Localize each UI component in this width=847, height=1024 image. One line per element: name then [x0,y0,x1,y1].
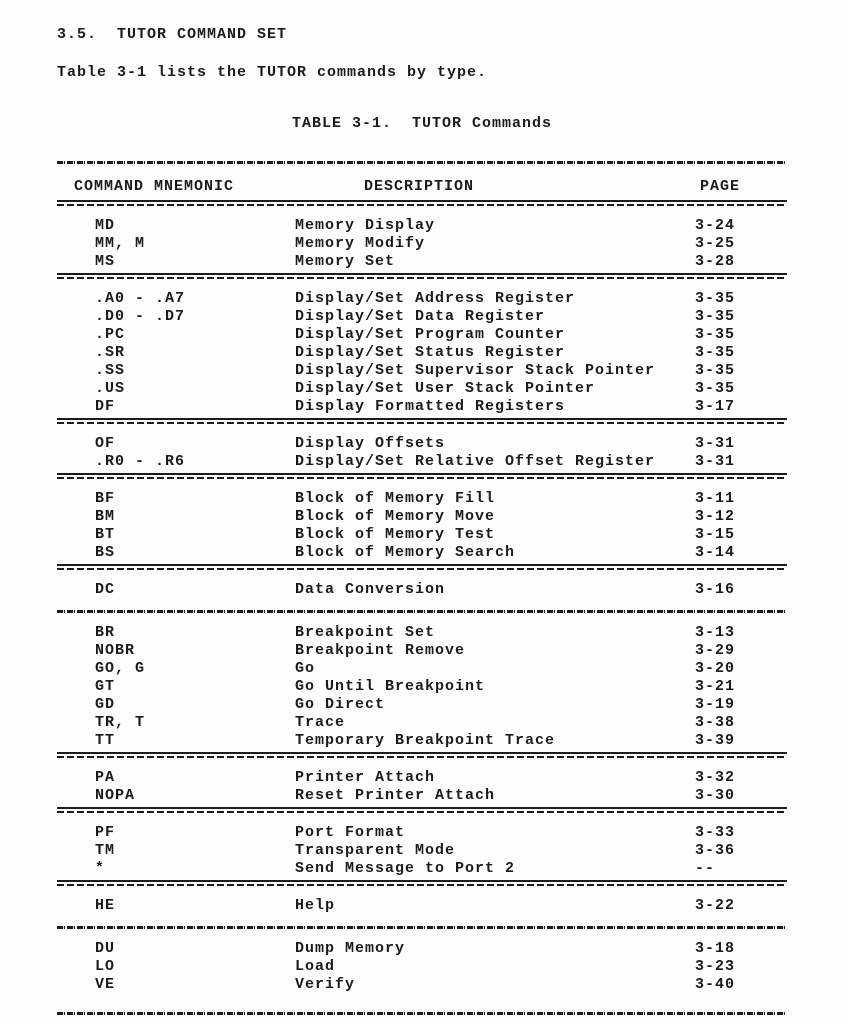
command-group [57,479,787,562]
description-cell: Block of Memory Test [295,526,496,543]
section-heading: 3.5. TUTOR COMMAND SET [57,26,288,43]
table-row [57,897,787,915]
command-group [57,886,787,915]
mnemonic-cell: DF [95,398,116,415]
page-cell: 3-32 [695,769,736,786]
table-row [57,380,787,398]
page-cell: 3-15 [695,526,736,543]
mnemonic-cell: PF [95,824,116,841]
description-cell: Go [295,660,316,677]
page-cell: 3-35 [695,362,736,379]
intro-text: Table 3-1 lists the TUTOR commands by type. [57,64,488,81]
table-row [57,787,787,805]
mnemonic-cell: NOPA [95,787,136,804]
mnemonic-cell: .R0 - .R6 [95,453,186,470]
description-cell: Go Direct [295,696,386,713]
description-cell: Display/Set Program Counter [295,326,566,343]
command-group [57,613,787,750]
page-cell: 3-35 [695,326,736,343]
page-cell: 3-35 [695,344,736,361]
page-cell: 3-13 [695,624,736,641]
table-row [57,544,787,562]
table-row [57,308,787,326]
page-cell: 3-14 [695,544,736,561]
mnemonic-cell: GO, G [95,660,146,677]
page-cell: 3-25 [695,235,736,252]
table-row [57,696,787,714]
description-cell: Display/Set User Stack Pointer [295,380,596,397]
description-cell: Send Message to Port 2 [295,860,516,877]
description-cell: Block of Memory Fill [295,490,496,507]
table-row [57,624,787,642]
page-cell: 3-19 [695,696,736,713]
tutor-commands-table [57,161,787,1015]
table-row [57,581,787,599]
table-row [57,217,787,235]
description-cell: Display Offsets [295,435,446,452]
table-row [57,362,787,380]
mnemonic-cell: DU [95,940,116,957]
mnemonic-cell: LO [95,958,116,975]
page-cell: 3-40 [695,976,736,993]
table-row [57,253,787,271]
mnemonic-cell: VE [95,976,116,993]
description-cell: Memory Display [295,217,436,234]
description-cell: Block of Memory Search [295,544,516,561]
mnemonic-cell: BM [95,508,116,525]
mnemonic-cell: .D0 - .D7 [95,308,186,325]
table-row [57,678,787,696]
table-row [57,714,787,732]
description-cell: Help [295,897,336,914]
table-row [57,398,787,416]
mnemonic-cell: MD [95,217,116,234]
mnemonic-cell: .SS [95,362,126,379]
command-group [57,570,787,599]
table-row [57,344,787,362]
table-row [57,326,787,344]
mnemonic-cell: TM [95,842,116,859]
description-cell: Load [295,958,336,975]
column-header-page: PAGE [700,178,741,195]
mnemonic-cell: BR [95,624,116,641]
mnemonic-cell: DC [95,581,116,598]
mnemonic-cell: OF [95,435,116,452]
mnemonic-cell: .SR [95,344,126,361]
table-header-row [57,164,787,198]
table-row [57,769,787,787]
command-group [57,424,787,471]
table-row [57,958,787,976]
mnemonic-cell: .US [95,380,126,397]
page-cell: 3-28 [695,253,736,270]
description-cell: Memory Set [295,253,396,270]
page-cell: 3-23 [695,958,736,975]
page-cell: 3-12 [695,508,736,525]
page-cell: 3-20 [695,660,736,677]
mnemonic-cell: MS [95,253,116,270]
page-cell: 3-35 [695,290,736,307]
table-row [57,976,787,994]
description-cell: Block of Memory Move [295,508,496,525]
mnemonic-cell: HE [95,897,116,914]
page-cell: -- [695,860,716,877]
table-row [57,235,787,253]
table-row [57,824,787,842]
description-cell: Go Until Breakpoint [295,678,486,695]
table-body [57,206,787,1015]
table-row [57,526,787,544]
description-cell: Temporary Breakpoint Trace [295,732,556,749]
description-cell: Breakpoint Set [295,624,436,641]
page-cell: 3-35 [695,380,736,397]
description-cell: Data Conversion [295,581,446,598]
mnemonic-cell: NOBR [95,642,136,659]
mnemonic-cell: GD [95,696,116,713]
page-cell: 3-30 [695,787,736,804]
page-cell: 3-38 [695,714,736,731]
mnemonic-cell: TT [95,732,116,749]
description-cell: Printer Attach [295,769,436,786]
mnemonic-cell: .A0 - .A7 [95,290,186,307]
page-cell: 3-39 [695,732,736,749]
description-cell: Verify [295,976,356,993]
table-row [57,660,787,678]
page-cell: 3-17 [695,398,736,415]
page-cell: 3-16 [695,581,736,598]
page-cell: 3-33 [695,824,736,841]
mnemonic-cell: * [95,860,106,877]
mnemonic-cell: BF [95,490,116,507]
page-cell: 3-21 [695,678,736,695]
command-group [57,279,787,416]
mnemonic-cell: MM, M [95,235,146,252]
description-cell: Display/Set Data Register [295,308,546,325]
description-cell: Breakpoint Remove [295,642,466,659]
table-title: TABLE 3-1. TUTOR Commands [291,115,553,132]
page-cell: 3-18 [695,940,736,957]
mnemonic-cell: .PC [95,326,126,343]
mnemonic-cell: TR, T [95,714,146,731]
column-header-description: DESCRIPTION [364,178,475,195]
table-row [57,508,787,526]
description-cell: Display/Set Address Register [295,290,576,307]
table-row [57,490,787,508]
table-row [57,860,787,878]
page-cell: 3-36 [695,842,736,859]
table-row [57,290,787,308]
group-separator-rule [57,1012,787,1015]
page-cell: 3-31 [695,453,736,470]
table-row [57,453,787,471]
mnemonic-cell: GT [95,678,116,695]
table-row [57,940,787,958]
description-cell: Display/Set Status Register [295,344,566,361]
description-cell: Display/Set Supervisor Stack Pointer [295,362,656,379]
command-group [57,758,787,805]
description-cell: Display/Set Relative Offset Register [295,453,656,470]
command-group [57,929,787,994]
table-row [57,642,787,660]
table-row [57,732,787,750]
description-cell: Memory Modify [295,235,426,252]
table-row [57,435,787,453]
description-cell: Trace [295,714,346,731]
page-cell: 3-22 [695,897,736,914]
description-cell: Port Format [295,824,406,841]
page-cell: 3-31 [695,435,736,452]
page-cell: 3-35 [695,308,736,325]
page-cell: 3-29 [695,642,736,659]
page-cell: 3-11 [695,490,736,507]
description-cell: Transparent Mode [295,842,456,859]
table-row [57,842,787,860]
description-cell: Display Formatted Registers [295,398,566,415]
mnemonic-cell: PA [95,769,116,786]
column-header-command-mnemonic: COMMAND MNEMONIC [74,178,235,195]
description-cell: Reset Printer Attach [295,787,496,804]
mnemonic-cell: BT [95,526,116,543]
page-cell: 3-24 [695,217,736,234]
mnemonic-cell: BS [95,544,116,561]
command-group [57,813,787,878]
command-group [57,206,787,271]
description-cell: Dump Memory [295,940,406,957]
